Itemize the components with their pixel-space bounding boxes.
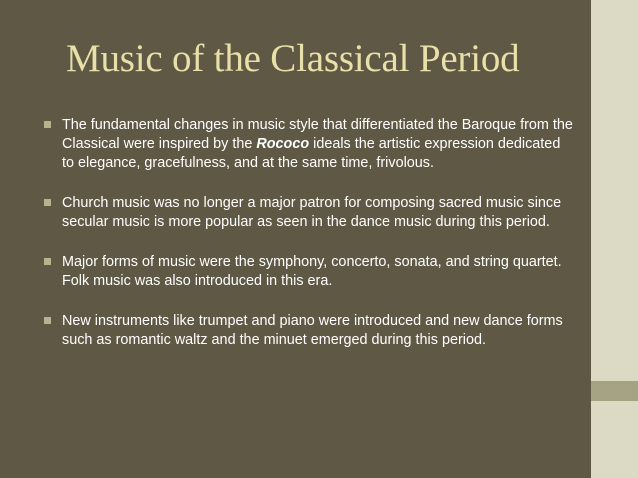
side-decoration-strip [591, 0, 638, 478]
bullet-item [44, 116, 574, 173]
bullet-text: Major forms of music were the symphony, concerto, sonata, and string quartet. Folk music was also introduced in this era. [62, 254, 562, 289]
square-bullet-icon [44, 199, 51, 206]
slide-title: Music of the Classical Period [66, 37, 520, 80]
bullet-text: New instruments like trumpet and piano were introduced and new dance forms such as romantic waltz and the minuet emerged during this period. [62, 313, 563, 348]
square-bullet-icon [44, 121, 51, 128]
square-bullet-icon [44, 258, 51, 265]
bullet-emphasis-text: Rococo [256, 136, 310, 152]
bullet-list [44, 116, 574, 371]
bullet-item [44, 253, 574, 291]
bullet-text: Church music was no longer a major patron for composing sacred music since secular music is more popular as seen in the dance music during this period. [62, 195, 562, 230]
side-accent-block [591, 381, 638, 401]
bullet-item [44, 312, 574, 350]
bullet-text-before: The fundamental changes in music style that differentiated the Baroque from the Classical were inspired by the [62, 117, 573, 152]
bullet-item [44, 194, 574, 232]
bullet-text-after: ideals the artistic expression dedicated to elegance, gracefulness, and at the same time, frivolous. [62, 136, 561, 171]
square-bullet-icon [44, 317, 51, 324]
